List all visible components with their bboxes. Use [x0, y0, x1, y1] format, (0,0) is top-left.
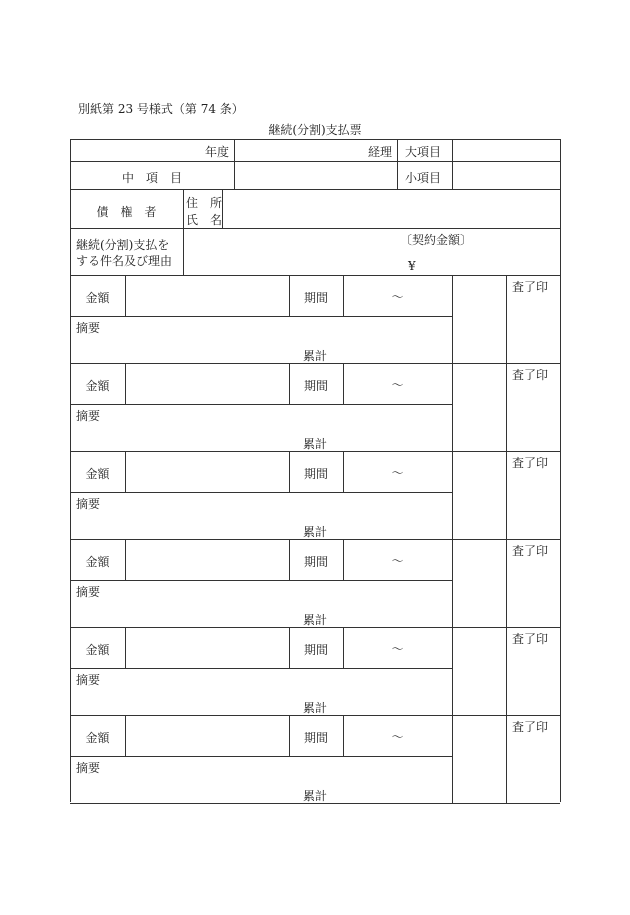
grid-line [506, 363, 507, 451]
label-tilde: ～ [391, 378, 404, 392]
label-amount: 金額 [85, 379, 110, 393]
grid-line [70, 275, 560, 276]
grid-line [125, 715, 126, 756]
grid-line [70, 316, 452, 317]
label-cumulative: 累計 [303, 349, 328, 363]
grid-line [125, 363, 126, 404]
label-period: 期間 [303, 379, 328, 393]
label-summary: 摘要 [76, 761, 101, 775]
label-stamp: 査了印 [512, 456, 549, 470]
grid-line [397, 139, 398, 189]
grid-line [506, 627, 507, 715]
label-amount: 金額 [85, 555, 110, 569]
label-cumulative: 累計 [303, 613, 328, 627]
grid-line [506, 275, 507, 363]
grid-line [70, 404, 452, 405]
grid-line [70, 756, 452, 757]
grid-line [452, 451, 453, 539]
label-contract-amount: 〔契約金額〕 [400, 233, 473, 247]
label-amount: 金額 [85, 643, 110, 657]
label-tilde: ～ [391, 290, 404, 304]
label-cumulative: 累計 [303, 701, 328, 715]
label-period: 期間 [303, 555, 328, 569]
label-tilde: ～ [391, 554, 404, 568]
label-period: 期間 [303, 643, 328, 657]
label-nendo: 年度 [205, 145, 230, 159]
form-number: 別紙第 23 号様式（第 74 条） [78, 102, 244, 116]
label-amount: 金額 [85, 467, 110, 481]
label-cumulative: 累計 [303, 525, 328, 539]
grid-line [70, 228, 183, 229]
grid-line [222, 189, 223, 228]
grid-line [452, 715, 453, 803]
label-tilde: ～ [391, 730, 404, 744]
label-amount: 金額 [85, 291, 110, 305]
label-shimei: 氏 名 [186, 213, 223, 227]
label-reason-line1: 継続(分割)支払を [76, 238, 170, 252]
label-stamp: 査了印 [512, 368, 549, 382]
label-yen: ¥ [408, 259, 416, 273]
label-summary: 摘要 [76, 321, 101, 335]
grid-line [125, 627, 126, 668]
label-stamp: 査了印 [512, 544, 549, 558]
label-stamp: 査了印 [512, 280, 549, 294]
label-chukomoku: 中 項 目 [121, 171, 182, 185]
label-summary: 摘要 [76, 585, 101, 599]
grid-line [70, 668, 452, 669]
label-tilde: ～ [391, 466, 404, 480]
label-stamp: 査了印 [512, 632, 549, 646]
grid-line [234, 139, 235, 189]
label-saikensha: 債 権 者 [96, 205, 157, 219]
grid-line [452, 275, 453, 363]
label-stamp: 査了印 [512, 720, 549, 734]
label-summary: 摘要 [76, 497, 101, 511]
grid-line [70, 189, 560, 190]
label-cumulative: 累計 [303, 437, 328, 451]
grid-line [506, 715, 507, 803]
label-jusho: 住 所 [186, 196, 223, 210]
grid-line [452, 539, 453, 627]
label-period: 期間 [303, 467, 328, 481]
grid-line [452, 627, 453, 715]
grid-line [506, 539, 507, 627]
label-summary: 摘要 [76, 673, 101, 687]
label-reason-line2: する件名及び理由 [76, 254, 173, 268]
grid-line [70, 492, 452, 493]
grid-line [125, 539, 126, 580]
grid-line [125, 275, 126, 316]
label-tilde: ～ [391, 642, 404, 656]
label-daikomoku: 大項目 [405, 145, 442, 159]
label-summary: 摘要 [76, 409, 101, 423]
label-cumulative: 累計 [303, 789, 328, 803]
grid-line [70, 161, 560, 162]
grid-line [183, 189, 184, 275]
border-top [70, 139, 560, 140]
grid-line [506, 451, 507, 539]
label-shokomoku: 小項目 [405, 171, 442, 185]
label-keiri: 経理 [368, 145, 393, 159]
grid-line [183, 228, 560, 229]
grid-line [452, 139, 453, 189]
label-amount: 金額 [85, 731, 110, 745]
grid-line [125, 451, 126, 492]
grid-line [70, 580, 452, 581]
border-right [560, 139, 561, 802]
label-period: 期間 [303, 291, 328, 305]
grid-line [452, 363, 453, 451]
form-title: 継続(分割)支払票 [268, 123, 362, 137]
label-period: 期間 [303, 731, 328, 745]
